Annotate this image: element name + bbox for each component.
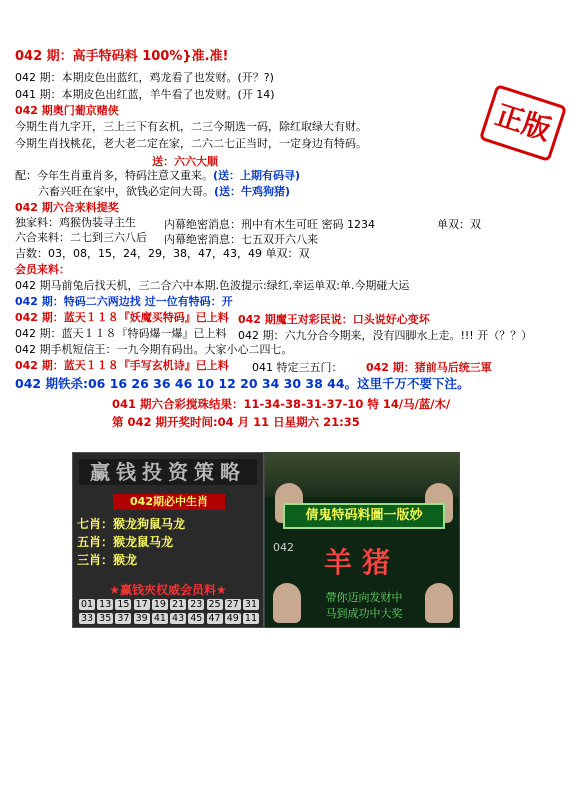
- number-ball: 35: [99, 613, 112, 624]
- picture-image: [264, 452, 460, 628]
- poem-line-1: [15, 169, 300, 183]
- number-ball: 15: [117, 599, 130, 610]
- portrait-bottom-left: [273, 583, 301, 623]
- number-ball: 37: [117, 613, 130, 624]
- strategy-tag: 042期必中生肖: [113, 494, 225, 510]
- text-line-2: 041 期：本期皮色出红蓝，羊牛看了也发财。(开 14): [15, 88, 275, 101]
- number-ball: 17: [135, 599, 148, 610]
- poem-line-1-send: (送：上期有码寻): [213, 169, 301, 182]
- strategy-row-seven: 七肖：猴龙狗鼠马龙: [77, 517, 186, 531]
- tips-line-2: [15, 295, 233, 309]
- strategy-image: [72, 452, 264, 628]
- draw-result: 041 期六合彩搅珠结果：11-34-38-31-37-10 特 14/马/蓝/木/: [112, 397, 451, 411]
- tips-line-3b: 042 期魔王对彩民说：口头说好心变坏: [238, 313, 430, 326]
- exclusive-line-1b: 内幕绝密消息：刑中有木生可旺 密码 1234: [164, 218, 375, 231]
- number-ball: 25: [208, 599, 221, 610]
- exclusive-line-1c: 单双：双: [437, 218, 481, 231]
- number-ball: 31: [244, 599, 258, 610]
- tips-line-1: 042 期马前兔后找天机，三二合六中本期.色波提示:绿红,幸运单双:单.今期碰大运: [15, 279, 410, 292]
- number-ball: 21: [172, 599, 185, 610]
- strategy-title: 赢钱投资策略: [79, 459, 257, 485]
- number-ball: 01: [80, 599, 94, 610]
- exclusive-line-3: 吉数：03，08，15，24，29，38，47，43，49 单双：双: [15, 247, 310, 260]
- exclusive-line-2b: 内幕绝密消息：七五双开六八来: [164, 233, 318, 246]
- picture-banner: 倩鬼特码料圖一版妙: [283, 503, 445, 529]
- section-macau-line-1: 今期生肖九字开，三上三下有玄机，二三今期选一码，除红取绿大有财。: [15, 120, 367, 133]
- exclusive-line-1a: 独家料：鸡猴伪装寻主生: [15, 216, 136, 229]
- picture-period: 042: [273, 541, 294, 554]
- number-ball: 19: [153, 599, 166, 610]
- number-ball: 41: [153, 613, 166, 624]
- strategy-row-three: 三肖：猴龙: [77, 553, 138, 567]
- poem-line-2-text: 六畜兴旺在家中，欲钱必定问大哥。: [38, 185, 214, 198]
- section-macau-line-2: 今期生肖找桃花，老大老二定在家，二六二七正当时，一定身边有特码。: [15, 137, 367, 150]
- picture-caption-2: 马到成功中大奖: [325, 607, 403, 620]
- section-macau-send: 送：六六大顺: [152, 155, 218, 168]
- poem-line-1-text: 配：今年生肖重肖多，特码注意又重来。: [15, 169, 213, 182]
- tips-line-4a: 042 期：蓝天１１８『特码爆一爆』已上料: [15, 327, 227, 340]
- tips-line-2-open: 开: [221, 295, 233, 308]
- number-ball: 49: [226, 613, 239, 624]
- picture-animals: 羊猪: [323, 546, 400, 579]
- strategy-vip-label: ★赢钱夾权威会员料★: [109, 583, 227, 597]
- tips-line-5: 042 期手机短信王：一九今期有码出。大家小心二四七。: [15, 343, 293, 356]
- section-macau-title: 042 期奥门葡京赌侠: [15, 104, 119, 117]
- number-ball: 47: [208, 613, 221, 624]
- zhengban-stamp: 正版: [479, 84, 567, 162]
- number-ball: 11: [244, 613, 258, 624]
- number-row-1: [79, 599, 259, 610]
- poem-line-2: [38, 185, 290, 199]
- poem-line-2-send: (送：牛鸡狗猪): [214, 185, 291, 198]
- number-ball: 27: [226, 599, 239, 610]
- number-row-2: [79, 613, 259, 624]
- tips-line-3a: 042 期：蓝天１１８『妖魔买特码』已上料: [15, 311, 229, 324]
- member-label: 会员来料：: [15, 263, 70, 276]
- strategy-row-five: 五肖：猴龙鼠马龙: [77, 535, 174, 549]
- tips-line-6c: 042 期：猪前马后统三軍: [366, 361, 492, 374]
- tips-line-6b: 041 特定三五门：: [252, 361, 343, 374]
- text-line-1: 042 期：本期皮色出蓝红，鸡龙看了也发财。(开？?): [15, 71, 274, 84]
- portrait-bottom-right: [425, 583, 453, 623]
- page-title: 042 期：高手特码料 100%}准.准!: [15, 49, 229, 64]
- number-ball: 39: [135, 613, 148, 624]
- number-ball: 23: [190, 599, 203, 610]
- picture-caption-1: 帶你迈向发财中: [325, 591, 403, 604]
- tips-line-4b: 042 期：六九分合今期来，没有四脚水上走。!!! 开（？？）: [238, 329, 533, 342]
- section-exclusive-title: 042 期六合来料提奖: [15, 201, 119, 214]
- number-ball: 43: [172, 613, 185, 624]
- tips-line-2-text: 042 期：特码二六两边找 过一位有特码：: [15, 295, 222, 308]
- number-ball: 45: [190, 613, 203, 624]
- draw-time: 第 042 期开奖时间:04 月 11 日星期六 21:35: [112, 415, 360, 429]
- exclusive-line-2a: 六合来料：二七到三六八后: [15, 231, 147, 244]
- tips-line-6a: 042 期：蓝天１１８『手写玄机诗』已上料: [15, 359, 229, 372]
- number-ball: 13: [99, 599, 112, 610]
- kill-numbers: 042 期铁杀:06 16 26 36 46 10 12 20 34 30 38 44。这里千万不要下注。: [15, 376, 470, 391]
- number-ball: 33: [80, 613, 94, 624]
